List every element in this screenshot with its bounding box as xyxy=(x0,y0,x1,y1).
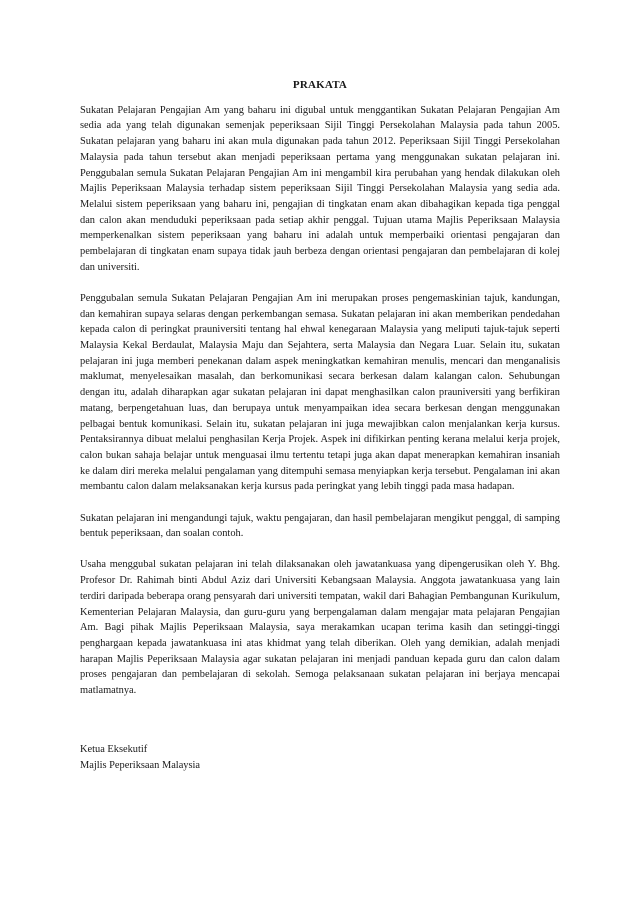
document-page xyxy=(80,78,560,773)
signature-organization: Majlis Peperiksaan Malaysia xyxy=(80,759,201,771)
signature-block xyxy=(80,742,560,773)
paragraph-1: Sukatan Pelajaran Pengajian Am yang baharu ini digubal untuk menggantikan Sukatan Pelajaran Pengajian Am sedia ada yang telah digunakan semenjak peperiksaan Sijil Tinggi Persekolahan Malaysia pada tahun 2005. Sukatan pelajaran yang baharu ini akan mula digunakan pada tahun 2012. Peperiksaan Sijil Tinggi Persekolahan Malaysia pada tahun tersebut akan menjadi peperiksaan pertama yang menggunakan sukatan pelajaran ini. Penggubalan semula Sukatan Pelajaran Pengajian Am ini mengambil kira perubahan yang hendak dilakukan oleh Majlis Peperiksaan Malaysia terhadap sistem peperiksaan Sijil Tinggi Persekolahan Malaysia yang sedia ada. Melalui sistem peperiksaan yang baharu ini, pengajian di tingkatan enam akan dibahagikan kepada tiga penggal dan calon akan menduduki peperiksaan pada setiap akhir penggal. Tujuan utama Majlis Peperiksaan Malaysia memperkenalkan sistem peperiksaan yang baharu ini adalah untuk memperbaiki orientasi pengajaran dan pembelajaran di tingkatan enam supaya tidak jauh berbeza dengan orientasi pengajaran dan pembelajaran di kolej dan universiti. xyxy=(80,104,560,273)
signature-position: Ketua Eksekutif xyxy=(80,743,148,755)
paragraph-4: Usaha menggubal sukatan pelajaran ini telah dilaksanakan oleh jawatankuasa yang dipengerusikan oleh Y. Bhg. Profesor Dr. Rahimah binti Abdul Aziz dari Universiti Kebangsaan Malaysia. Anggota jawatankuasa yang lain terdiri daripada beberapa orang pensyarah dari universiti tempatan, wakil dari Bahagian Pembangunan Kurikulum, Kementerian Pelajaran Malaysia, dan guru-guru yang berpengalaman dalam mengajar mata pelajaran Pengajian Am. Bagi pihak Majlis Peperiksaan Malaysia, saya merakamkan ucapan terima kasih dan setinggi-tinggi penghargaan kepada jawatankuasa ini atas khidmat yang telah diberikan. Oleh yang demikian, adalah menjadi harapan Majlis Peperiksaan Malaysia agar sukatan pelajaran ini menjadi panduan kepada guru dan calon dalam proses pengajaran dan pembelajaran di sekolah. Semoga pelaksanaan sukatan pelajaran ini berjaya mencapai matlamatnya. xyxy=(80,559,560,697)
document-title: PRAKATA xyxy=(292,79,348,91)
paragraph-3: Sukatan pelajaran ini mengandungi tajuk, waktu pengajaran, dan hasil pembelajaran mengikut penggal, di samping bentuk peperiksaan, dan soalan contoh. xyxy=(80,512,560,540)
paragraph-2: Penggubalan semula Sukatan Pelajaran Pengajian Am ini merupakan proses pengemaskinian tajuk, kandungan, dan kemahiran supaya selaras dengan perkembangan semasa. Sukatan pelajaran ini akan memberikan pendedahan kepada calon di peringkat prauniversiti tentang hal ehwal kenegaraan Malaysia yang meliputi tajuk-tajuk seperti Malaysia Kekal Berdaulat, Malaysia Maju dan Sejahtera, serta Malaysia dan Negara Luar. Selain itu, sukatan pelajaran ini juga memberi penekanan dalam aspek meningkatkan kemahiran menulis, mencari dan menganalisis maklumat, menyelesaikan masalah, dan berkomunikasi secara berkesan dalam kalangan calon. Sehubungan dengan itu, adalah diharapkan agar sukatan pelajaran ini dapat menghasilkan calon prauniversiti yang berfikiran matang, berpengetahuan luas, dan berupaya untuk menyampaikan idea secara berkesan dengan menggunakan pelbagai bentuk komunikasi. Selain itu, sukatan pelajaran ini juga mewajibkan calon menjalankan kerja kursus. Pentaksirannya dibuat melalui penghasilan Kerja Projek. Aspek ini difikirkan penting kerana melalui kerja projek, calon bukan sahaja belajar untuk menguasai ilmu tertentu tetapi juga akan dapat menerapkan kemahiran insaniah ke dalam diri mereka melalui pengalaman yang ditempuhi semasa menyiapkan kerja tersebut. Pengalaman ini akan membantu calon dalam melaksanakan kerja kursus pada peringkat yang lebih tinggi pada masa hadapan. xyxy=(80,292,560,493)
